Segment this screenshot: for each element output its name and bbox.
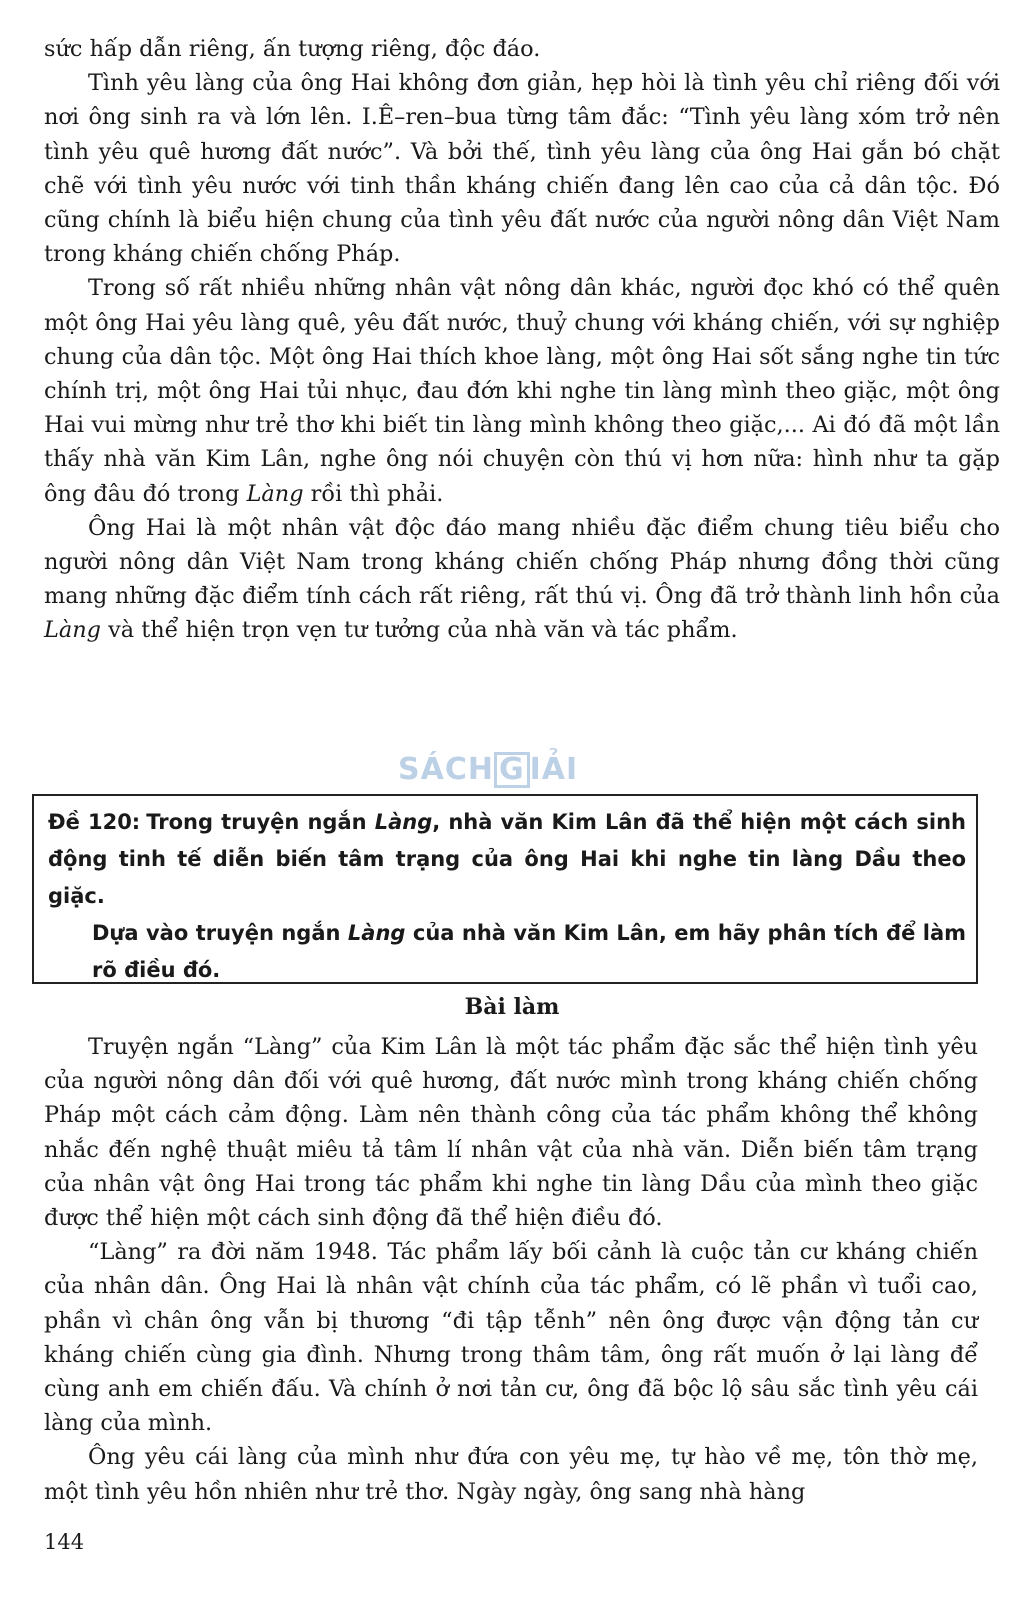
exercise-text: Trong truyện ngắn bbox=[146, 810, 375, 834]
paragraph: Ông yêu cái làng của mình như đứa con yêu mẹ, tự hào về mẹ, tôn thờ mẹ, một tình yêu hồn nhiên như trẻ thơ. Ngày ngày, ông sang nhà hàng bbox=[44, 1444, 978, 1505]
story-title-italic: Làng bbox=[246, 480, 304, 507]
paragraph: sức hấp dẫn riêng, ấn tượng riêng, độc đáo. bbox=[44, 36, 541, 62]
paragraph-text: rồi thì phải. bbox=[303, 480, 444, 507]
story-title-italic: Làng bbox=[374, 810, 433, 834]
watermark-logo bbox=[398, 752, 578, 788]
story-title-italic: Làng bbox=[44, 617, 101, 644]
exercise-prompt bbox=[48, 804, 966, 915]
story-title-italic: Làng bbox=[347, 921, 406, 945]
exercise-box bbox=[32, 794, 978, 984]
exercise-text: Dựa vào truyện ngắn bbox=[92, 921, 348, 945]
paragraph: “Làng” ra đời năm 1948. Tác phẩm lấy bối cảnh là cuộc tản cư kháng chiến của nhân dân. Ông Hai là nhân vật chính của tác phẩm, có lẽ phần vì tuổi cao, phần vì chân ông vẫn bị thương “đi tập tễnh” nên ông được vận động tản cư kháng chiến cùng gia đình. Nhưng trong thâm tâm, ông rất muốn ở lại làng để cùng anh em chiến đấu. Và chính ở nơi tản cư, ông đã bộc lộ sâu sắc tình yêu cái làng của mình. bbox=[44, 1239, 978, 1437]
exercise-label: Đề 120: bbox=[48, 810, 141, 834]
paragraph-text: Trong số rất nhiều những nhân vật nông dân khác, người đọc khó có thể quên một ông Hai yêu làng quê, yêu đất nước, thuỷ chung với kháng chiến, với sự nghiệp chung của dân tộc. Một ông Hai thích khoe làng, một ông Hai sốt sắng nghe tin tức chính trị, một ông Hai tủi nhục, đau đớn khi nghe tin làng mình theo giặc, một ông Hai vui mừng như trẻ thơ khi biết tin làng mình không theo giặc,... Ai đó đã một lần thấy nhà văn Kim Lân, nghe ông nói chuyện còn thú vị hơn nữa: hình như ta gặp ông đâu đó trong bbox=[44, 275, 1000, 507]
page-body-bottom bbox=[44, 1030, 978, 1509]
exercise-text: của nhà văn Kim Lân, em hãy phân tích để làm rõ điều đó. bbox=[92, 921, 966, 982]
paragraph-text: Ông Hai là một nhân vật độc đáo mang nhiều đặc điểm chung tiêu biểu cho người nông dân Việt Nam trong kháng chiến chống Pháp nhưng đồng thời cũng mang những đặc điểm tính cách rất riêng, rất thú vị. Ông đã trở thành linh hồn của bbox=[44, 514, 1000, 610]
paragraph: Tình yêu làng của ông Hai không đơn giản, hẹp hòi là tình yêu chỉ riêng đối với nơi ông sinh ra và lớn lên. I.Ê–ren–bua từng tâm đắc: “Tình yêu làng xóm trở nên tình yêu quê hương đất nước”. Và bởi thế, tình yêu làng của ông Hai gắn bó chặt chẽ với tình yêu nước với tinh thần kháng chiến đang lên cao của cả dân tộc. Đó cũng chính là biểu hiện chung của tình yêu đất nước của người nông dân Việt Nam trong kháng chiến chống Pháp. bbox=[44, 70, 1000, 268]
exercise-task bbox=[48, 915, 966, 989]
page-number: 144 bbox=[44, 1530, 85, 1554]
watermark-box: G bbox=[494, 752, 530, 788]
exercise-text: , nhà văn Kim Lân đã thể hiện một cách sinh động tinh tế diễn biến tâm trạng của ông Hai khi nghe tin làng Dầu theo giặc. bbox=[48, 810, 966, 908]
paragraph bbox=[44, 271, 1000, 510]
paragraph: Truyện ngắn “Làng” của Kim Lân là một tác phẩm đặc sắc thể hiện tình yêu của người nông dân đối với quê hương, đất nước mình trong kháng chiến chống Pháp một cách cảm động. Làm nên thành công của tác phẩm không thể không nhắc đến nghệ thuật miêu tả tâm lí nhân vật của nhà văn. Diễn biến tâm trạng của nhân vật ông Hai trong tác phẩm khi nghe tin làng Dầu của mình theo giặc được thể hiện một cách sinh động đã thể hiện điều đó. bbox=[44, 1034, 978, 1232]
section-title: Bài làm bbox=[464, 994, 560, 1020]
paragraph-text: và thể hiện trọn vẹn tư tưởng của nhà văn và tác phẩm. bbox=[100, 617, 738, 644]
watermark-text: SÁCH bbox=[398, 752, 494, 787]
page-body-top bbox=[44, 32, 1000, 648]
paragraph bbox=[44, 511, 1000, 648]
watermark-text: IẢI bbox=[529, 752, 579, 787]
